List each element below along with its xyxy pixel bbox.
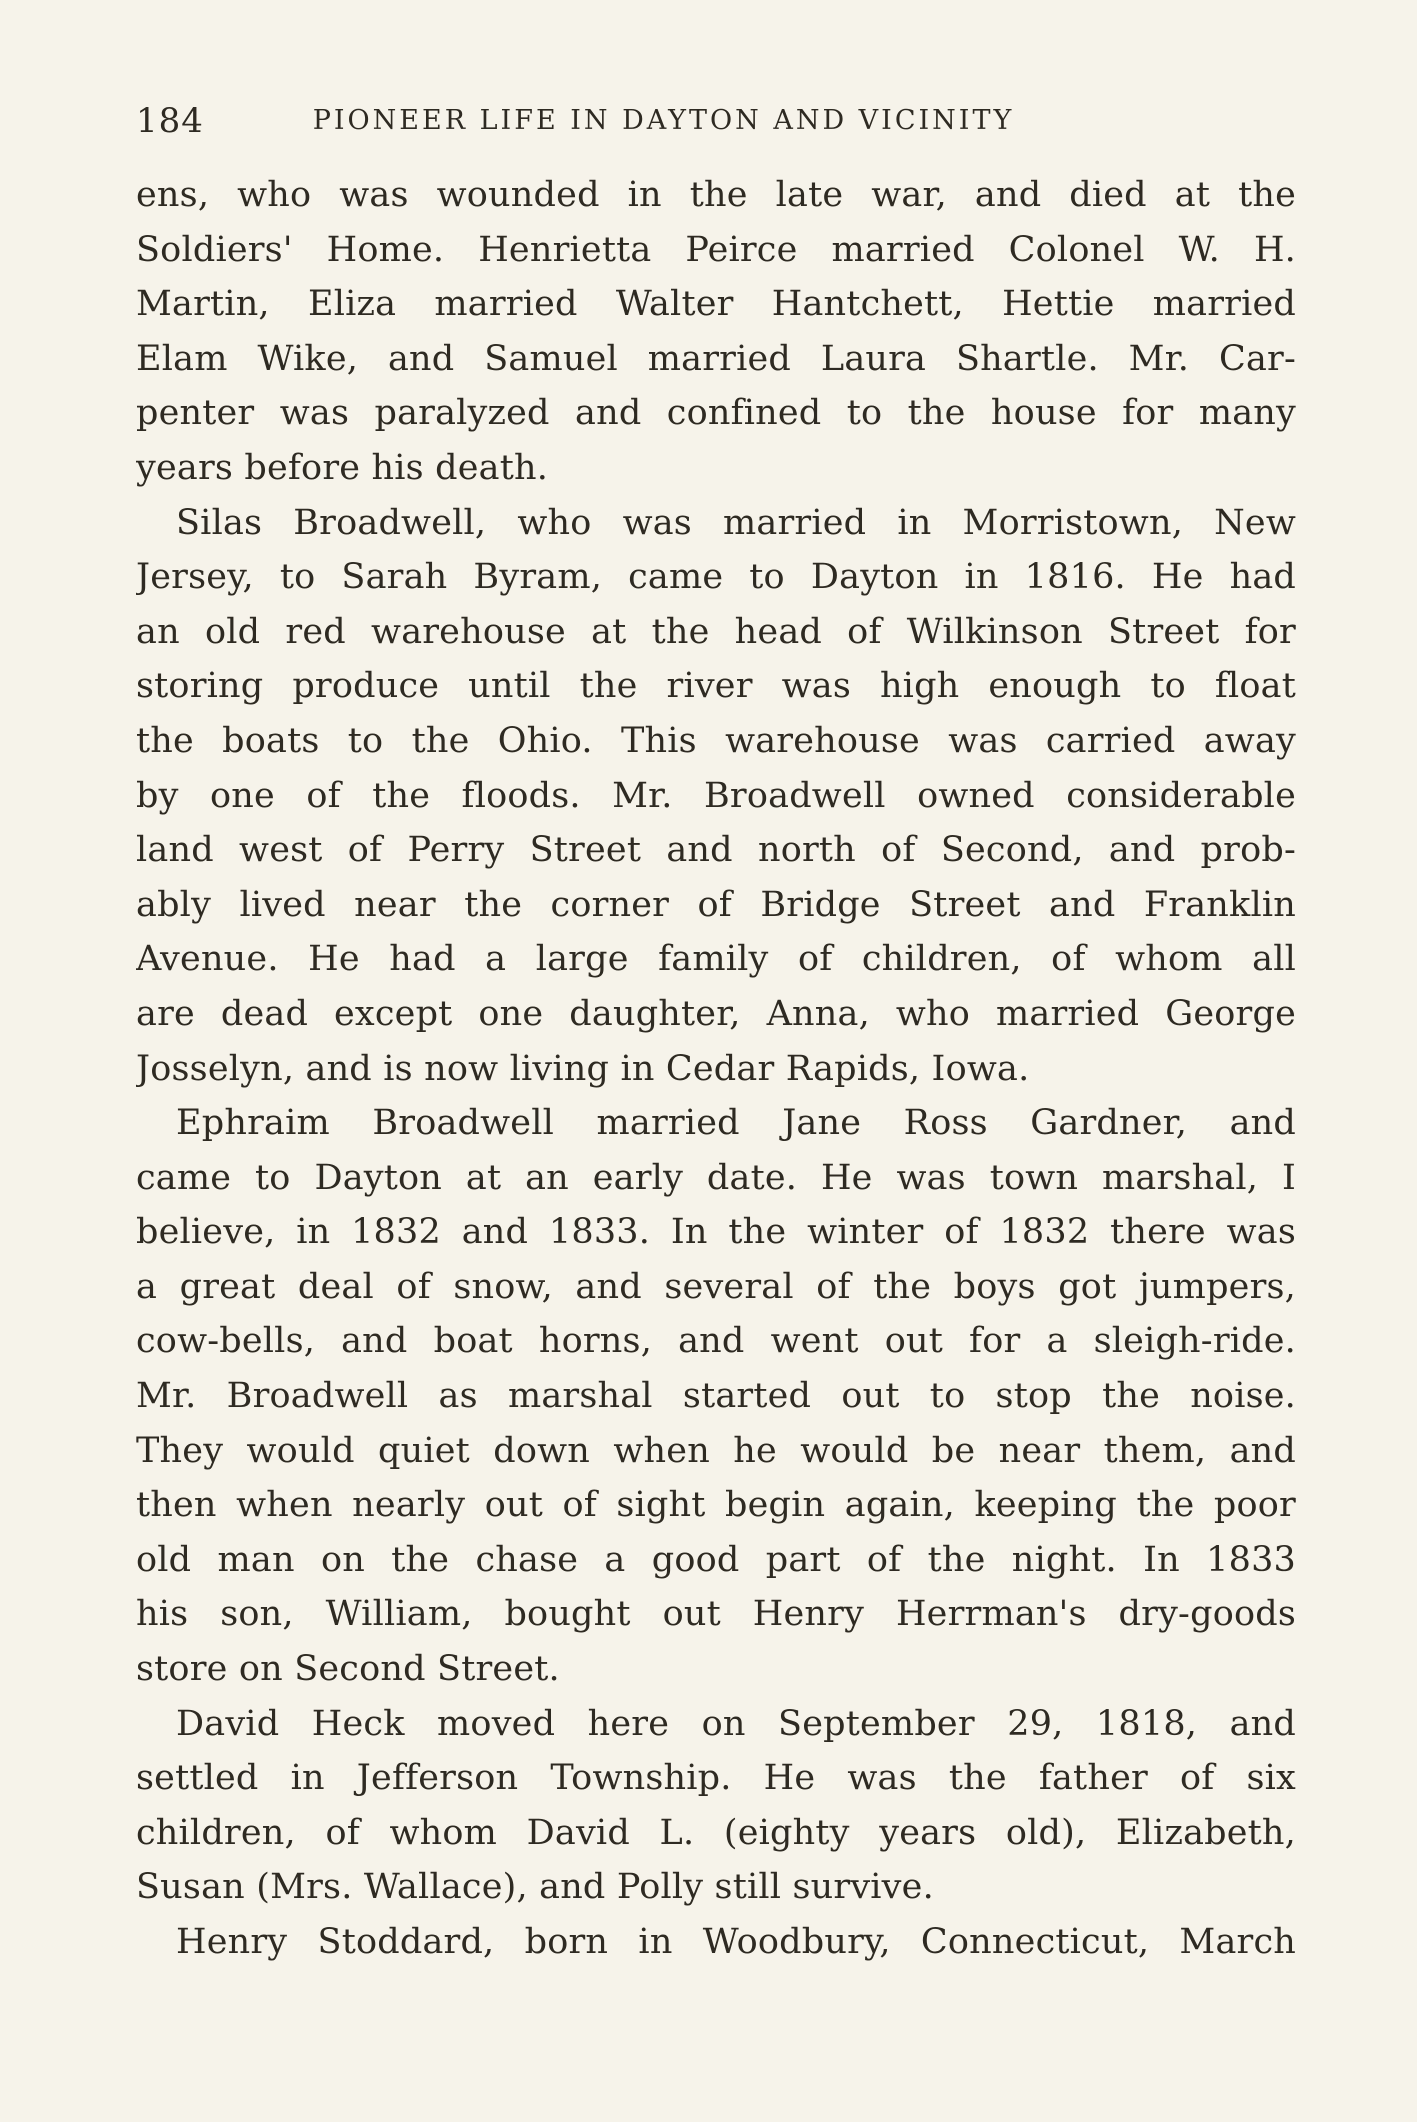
- text-line: Silas Broadwell, who was married in Morristown, New: [176, 502, 1296, 543]
- text-line: are dead except one daughter, Anna, who married George: [136, 993, 1296, 1034]
- text-line: the boats to the Ohio. This warehouse was carried away: [136, 720, 1296, 761]
- text-line: believe, in 1832 and 1833. In the winter of 1832 there was: [136, 1212, 1296, 1253]
- text-line: an old red warehouse at the head of Wilkinson Street for: [136, 611, 1296, 652]
- text-line: came to Dayton at an early date. He was town marshal, I: [136, 1157, 1296, 1198]
- text-line: Josselyn, and is now living in Cedar Rapids, Iowa.: [136, 1048, 1030, 1089]
- text-line: Henry Stoddard, born in Woodbury, Connecticut, March: [176, 1922, 1296, 1962]
- text-line: land west of Perry Street and north of Second, and prob-: [136, 830, 1296, 871]
- text-line: storing produce until the river was high enough to float: [136, 666, 1296, 707]
- text-line: penter was paralyzed and confined to the house for many: [136, 393, 1296, 434]
- running-head: PIONEER LIFE IN DAYTON AND VICINITY: [312, 105, 1015, 136]
- text-line: by one of the floods. Mr. Broadwell owned considerable: [136, 775, 1296, 816]
- text-line: a great deal of snow, and several of the boys got jumpers,: [136, 1266, 1296, 1307]
- text-line: children, of whom David L. (eighty years old), Elizabeth,: [136, 1812, 1296, 1853]
- text-line: ens, who was wounded in the late war, and died at the: [136, 175, 1296, 215]
- text-line: Martin, Eliza married Walter Hantchett, Hettie married: [136, 284, 1296, 325]
- text-line: Jersey, to Sarah Byram, came to Dayton in 1816. He had: [136, 557, 1296, 598]
- text-line: cow-bells, and boat horns, and went out for a sleigh-ride.: [136, 1321, 1296, 1362]
- page-header: [136, 96, 1131, 146]
- text-line: store on Second Street.: [136, 1649, 560, 1690]
- text-line: David Heck moved here on September 29, 1818, and: [176, 1703, 1296, 1744]
- text-line: Ephraim Broadwell married Jane Ross Gardner, and: [176, 1103, 1296, 1144]
- text-line: ably lived near the corner of Bridge Street and Franklin: [136, 884, 1296, 925]
- text-line: Soldiers' Home. Henrietta Peirce married Colonel W. H.: [136, 229, 1296, 270]
- text-line: They would quiet down when he would be near them, and: [136, 1430, 1296, 1471]
- text-line: Susan (Mrs. Wallace), and Polly still survive.: [136, 1867, 934, 1908]
- text-line: Mr. Broadwell as marshal started out to stop the noise.: [136, 1376, 1296, 1417]
- text-line: Avenue. He had a large family of children, of whom all: [136, 939, 1296, 980]
- text-line: years before his death.: [136, 447, 549, 488]
- text-line: old man on the chase a good part of the night. In 1833: [136, 1539, 1296, 1580]
- text-line: his son, William, bought out Henry Herrman's dry-goods: [136, 1594, 1296, 1635]
- text-line: then when nearly out of sight begin again, keeping the poor: [136, 1485, 1296, 1526]
- text-line: Elam Wike, and Samuel married Laura Shartle. Mr. Car-: [136, 338, 1296, 379]
- page-number: 184: [136, 101, 204, 141]
- text-line: settled in Jefferson Township. He was the father of six: [136, 1758, 1296, 1799]
- body-text: [136, 168, 1296, 1970]
